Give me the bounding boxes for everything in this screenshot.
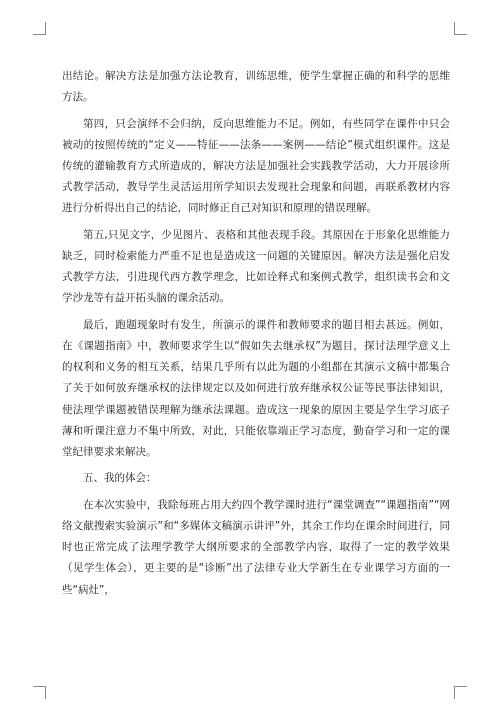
paragraph-fourth-point: 第四，只会演绎不会归纳，反向思维能力不足。例如，有些同学在课件中只会被动的按照传统的“定义——特征——法条——案例——结论”模式组织课件。这是传统的灌输教育方式所造成的，解决方法是加强社会实践教学活动，大力开展诊所式教学活动，教导学生灵活运用所学知识去发现社会现象和问题，再联系教材内容进行分析得出自己的结论，同时修正自己对知识和原理的错误理解。 bbox=[62, 117, 450, 215]
crop-mark-top-right bbox=[454, 22, 467, 35]
document-body bbox=[62, 66, 450, 606]
paragraph-reflections: 在本次实验中，我除每班占用大约四个教学课时进行“课堂调查”“课题指南”“网络文献搜索实验演示”和“多媒体文稿演示讲评”外，其余工作均在课余时间进行，同时也正常完成了法理学教学大纲所要求的全部教学内容，取得了一定的教学效果（见学生体会），更主要的是“诊断”出了法律专业大学新生在专业课学习方面的一些“病灶”， bbox=[62, 498, 450, 596]
crop-mark-bottom-right bbox=[454, 686, 467, 699]
crop-mark-bottom-left bbox=[33, 686, 46, 699]
paragraph-continuation: 出结论。解决方法是加强方法论教育，训练思维，使学生掌握正确的和科学的思维方法。 bbox=[62, 70, 450, 104]
crop-mark-top-left bbox=[33, 22, 46, 35]
paragraph-fifth-point: 第五,只见文字，少见图片、表格和其他表现手段。其原因在于形象化思维能力缺乏，同时检索能力严重不足也是造成这一问题的关键原因。解决方法是强化启发式教学方法，引进现代西方教学理念，比如诠释式和案例式教学，组织读书会和文学沙龙等有益开拓头脑的课余活动。 bbox=[62, 228, 450, 305]
section-heading-reflections: 五、我的体会： bbox=[83, 472, 157, 485]
paragraph-last-point: 最后，跑题现象时有发生，所演示的课件和教师要求的题目相去甚远。例如，在《课题指南》中，教师要求学生以“假如失去继承权”为题目，探讨法理学意义上的权利和义务的相互关系，结果几乎所有以此为题的小组都在其演示文稿中都集合了关于如何放弃继承权的法律规定以及如何进行放弃继承权公证等民事法律知识，使法理学课题被错误理解为继承法课题。造成这一现象的原因主要是学生学习底子薄和听课注意力不集中所致，对此，只能依靠端正学习态度，勤奋学习和一定的课堂纪律要求来解决。 bbox=[62, 318, 450, 459]
